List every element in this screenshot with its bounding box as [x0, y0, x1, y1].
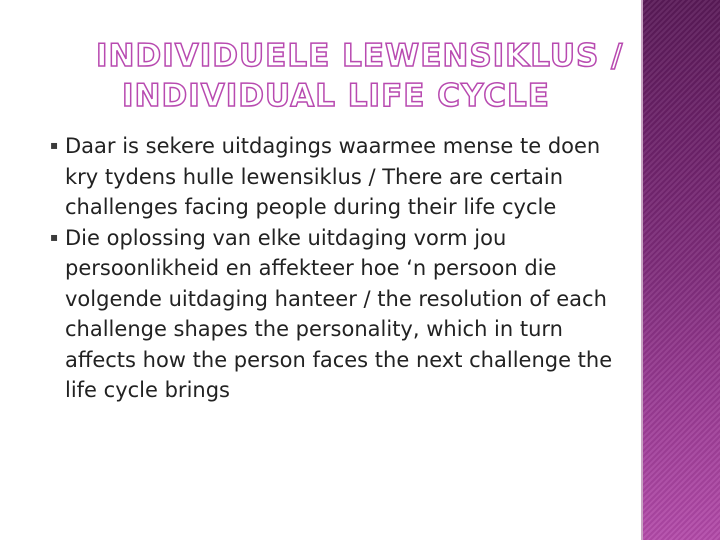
- bullet-icon: ▪: [50, 229, 59, 244]
- bullet-item: [50, 131, 615, 223]
- bullet-text: Daar is sekere uitdagings waarmee mense te doen kry tydens hulle lewensiklus / There are certain challenges facing people during their life cycle: [65, 134, 601, 219]
- bullet-item: [50, 223, 615, 406]
- bullet-icon: ▪: [50, 138, 59, 152]
- slide-title-line-1: INDIVIDUELE LEWENSIKLUS /: [96, 38, 624, 74]
- bullet-list: [50, 131, 615, 406]
- slide-title-line-2: INDIVIDUAL LIFE CYCLE: [122, 78, 550, 114]
- slide-title: [96, 36, 624, 116]
- bullet-text: Die oplossing van elke uitdaging vorm jou persoonlikheid en affekteer hoe ‘n persoon die volgende uitdaging hanteer / the resolution of each challenge shapes the personality, which in turn affects how the person faces the next challenge the life cycle brings: [65, 225, 613, 402]
- decorative-side-panel: [641, 0, 720, 540]
